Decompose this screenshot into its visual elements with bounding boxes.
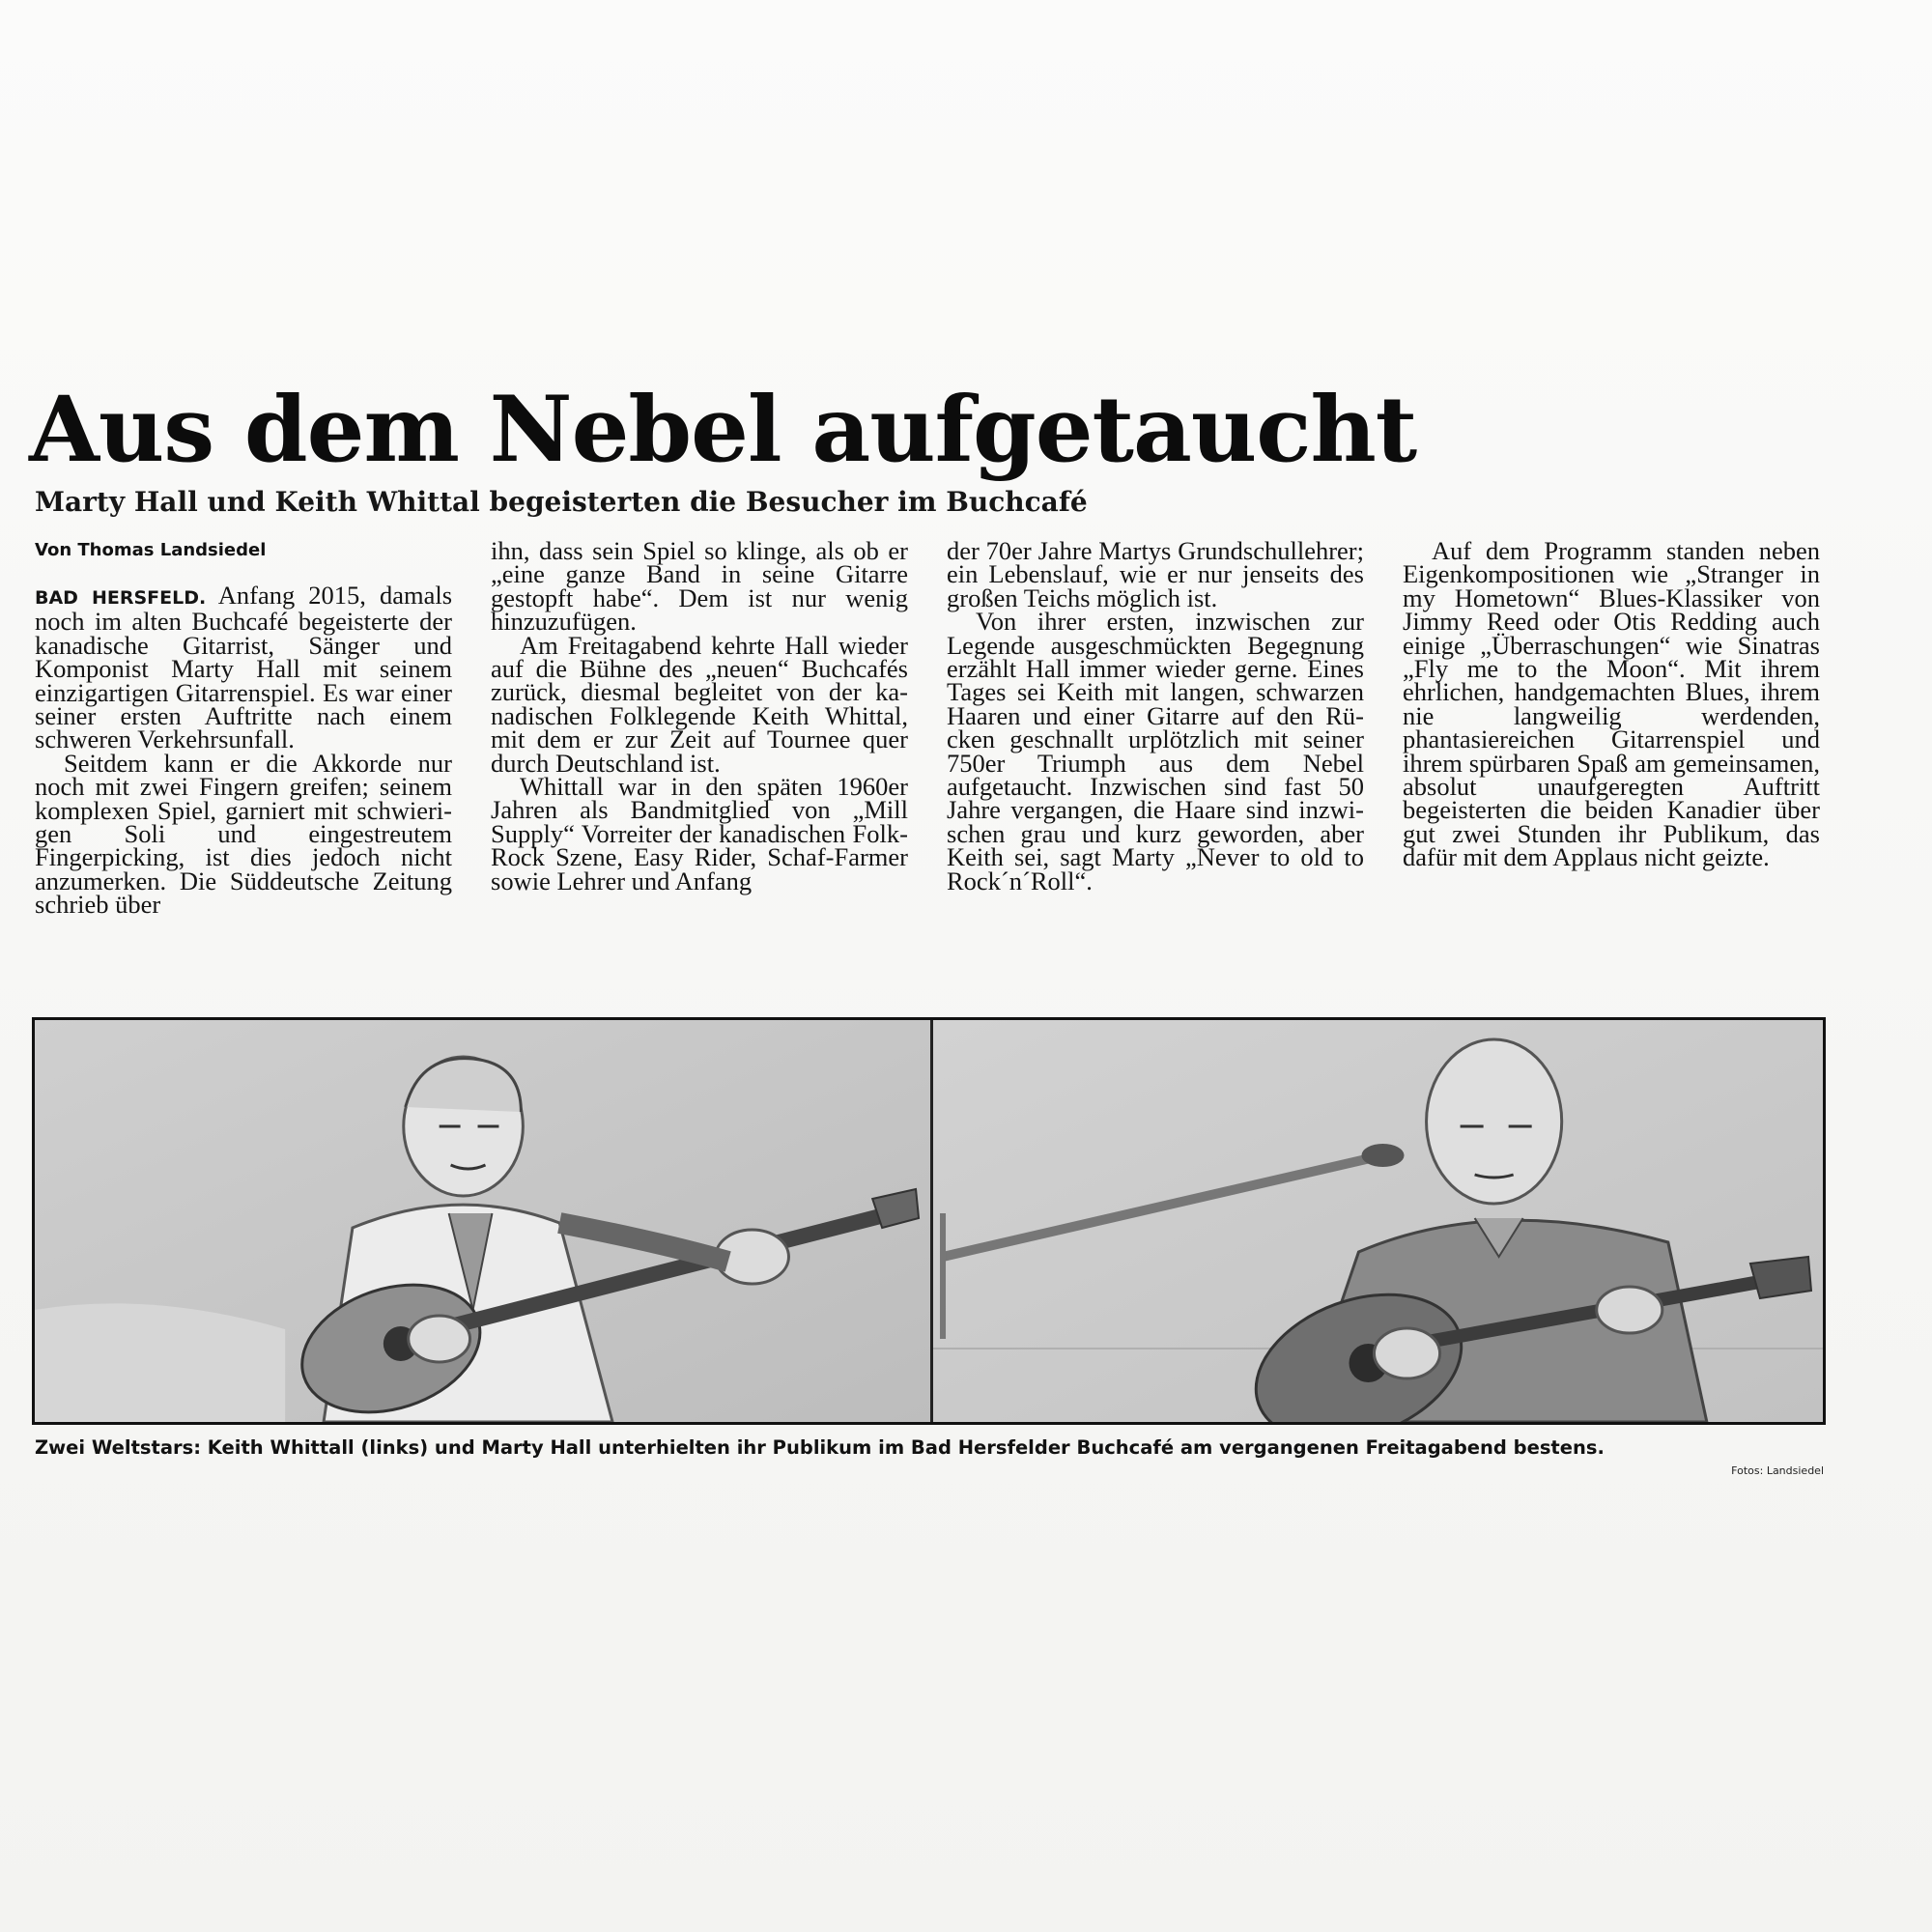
guitarist-photo-left	[35, 1020, 930, 1422]
photo-strip	[32, 1017, 1826, 1425]
photo-caption: Zwei Weltstars: Keith Whittall (links) und Marty Hall unterhielten ihr Publikum im Bad Hersfelder Buchcafé am vergangenen Freitagabend bestens.	[35, 1436, 1605, 1459]
article-column-2	[491, 536, 908, 895]
paragraph: ihn, dass sein Spiel so klinge, als ob er „eine ganze Band in seine Gitarre gestopft habe“. Dem ist nur wenig hinzuzufügen.	[491, 536, 908, 637]
paragraph: Whittall war in den späten 1960er Jahren als Bandmitglied von „Mill Supply“ Vorreiter der kanadischen Folk-Rock Szene, Easy Rider, Schaf-Farmer sowie Lehrer und Anfang	[491, 772, 908, 895]
article-column-3	[947, 536, 1364, 895]
paragraph: Von ihrer ersten, inzwischen zur Legende ausgeschmückten Begegnung erzählt Hall immer wieder gerne. Eines Tages sei Keith mit langen, schwarzen Haaren und einer Gitarre auf den Rücken geschnallt urplötzlich mit seiner 750er Triumph aus dem Nebel aufgetaucht. Inzwischen sind fast 50 Jahre vergangen, die Haare sind inzwischen grau und kurz geworden, aber Keith sei, sagt Marty „Never to old to Rock´n´Roll“.	[947, 607, 1364, 895]
guitarist-photo-right	[933, 1020, 1823, 1422]
photo-marty-hall	[933, 1020, 1823, 1422]
article-column-1	[35, 539, 453, 920]
photo-keith-whittall	[35, 1020, 933, 1422]
paragraph	[35, 583, 452, 752]
headline: Aus dem Nebel aufgetaucht	[29, 377, 1417, 483]
photo-credit: Fotos: Landsiedel	[1731, 1464, 1824, 1477]
dateline: BAD HERSFELD.	[35, 587, 207, 609]
article-column-4	[1403, 536, 1820, 872]
paragraph: Am Freitagabend kehrte Hall wieder auf die Bühne des „neuen“ Buchcafés zurück, diesmal begleitet von der kanadischen Folklegende Keith Whittal, mit dem er zur Zeit auf Tournee quer durch Deutschland ist.	[491, 630, 908, 778]
paragraph: der 70er Jahre Martys Grundschullehrer; ein Lebenslauf, wie er nur jenseits des großen Teichs möglich ist.	[947, 536, 1364, 612]
paragraph: Auf dem Programm standen neben Eigenkompositionen wie „Stranger in my Hometown“ Blues-Klassiker von Jimmy Reed oder Otis Redding auch einige „Überraschungen“ wie Sinatras „Fly me to the Moon“. Mit ihrem ehrlichen, handgemachten Blues, ihrem nie langweilig werdenden, phantasiereichen Gitarrenspiel und ihrem spürbaren Spaß am gemeinsamen, absolut unaufgeregten Auftritt begeisterten die beiden Kanadier über gut zwei Stunden ihr Publikum, das dafür mit dem Applaus nicht geizte.	[1403, 536, 1820, 872]
byline: Von Thomas Landsiedel	[35, 540, 267, 560]
subheadline: Marty Hall und Keith Whittal begeisterten die Besucher im Buchcafé	[35, 486, 1088, 518]
paragraph-text: Anfang 2015, damals noch im alten Buchcafé begeisterte der kanadische Gitarrist, Sänger und Komponist Marty Hall mit seinem einzigartigen Gitarrenspiel. Es war einer seiner ersten Auftritte nach einem schweren Verkehrsunfall.	[35, 581, 453, 754]
paragraph: Seitdem kann er die Akkorde nur noch mit zwei Fingern greifen; seinem komplexen Spiel, garniert mit schwierigen Soli und eingestreutem Fingerpicking, ist dies jedoch nicht anzumerken. Die Süddeutsche Zeitung schrieb über	[35, 748, 452, 920]
